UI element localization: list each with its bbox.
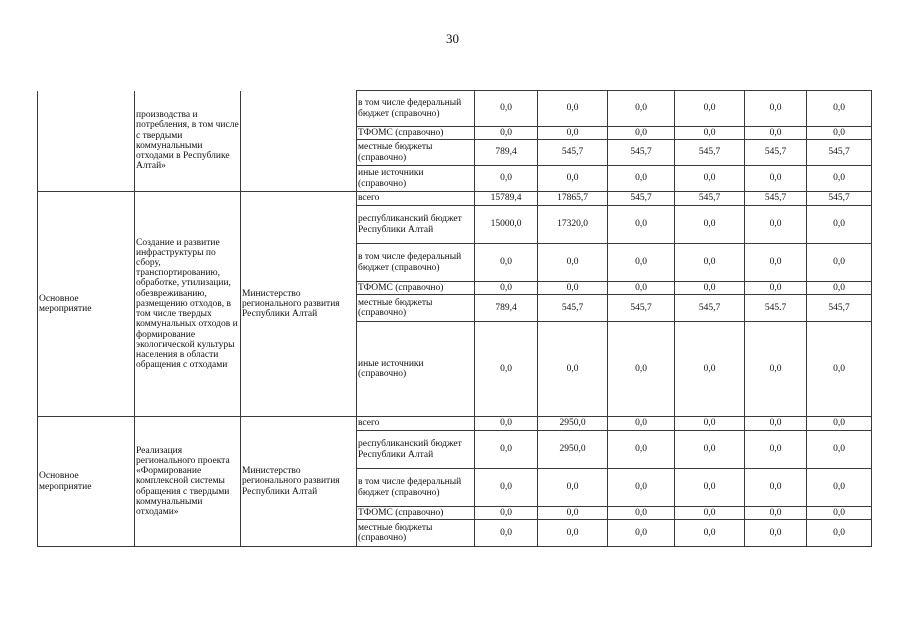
amount-cell: 0,0 bbox=[745, 507, 807, 520]
amount-cell: 545.7 bbox=[745, 295, 807, 322]
amount-cell: 0,0 bbox=[807, 244, 872, 282]
amount-cell: 0,0 bbox=[538, 166, 608, 192]
funding-source-cell: местные бюджеты (справочно) bbox=[357, 140, 475, 166]
amount-cell: 0,0 bbox=[745, 417, 807, 431]
amount-cell: 0,0 bbox=[475, 322, 538, 417]
funding-source-cell: ТФОМС (справочно) bbox=[357, 282, 475, 295]
amount-cell: 0,0 bbox=[608, 166, 675, 192]
executor-cell: Министерство регионального развития Республики Алтай bbox=[241, 417, 357, 547]
amount-cell: 0,0 bbox=[675, 282, 745, 295]
amount-cell: 545,7 bbox=[807, 140, 872, 166]
amount-cell: 545,7 bbox=[538, 140, 608, 166]
page-number: 30 bbox=[446, 31, 459, 46]
amount-cell: 17320,0 bbox=[538, 206, 608, 244]
amount-cell: 0,0 bbox=[807, 91, 872, 127]
activity-type-cell bbox=[38, 91, 135, 192]
amount-cell: 0,0 bbox=[608, 469, 675, 507]
funding-source-cell: республиканский бюджет Республики Алтай bbox=[357, 431, 475, 469]
amount-cell: 0,0 bbox=[608, 91, 675, 127]
amount-cell: 545,7 bbox=[608, 192, 675, 206]
amount-cell: 0,0 bbox=[745, 282, 807, 295]
activity-type-cell: Основное мероприятие bbox=[38, 417, 135, 547]
amount-cell: 0,0 bbox=[675, 166, 745, 192]
amount-cell: 0,0 bbox=[538, 469, 608, 507]
amount-cell: 0,0 bbox=[745, 166, 807, 192]
amount-cell: 17865,7 bbox=[538, 192, 608, 206]
amount-cell: 0,0 bbox=[675, 91, 745, 127]
amount-cell: 0,0 bbox=[675, 206, 745, 244]
amount-cell: 15000,0 bbox=[475, 206, 538, 244]
funding-source-cell: всего bbox=[357, 417, 475, 431]
amount-cell: 0,0 bbox=[807, 507, 872, 520]
amount-cell: 0,0 bbox=[675, 520, 745, 547]
amount-cell: 0,0 bbox=[807, 322, 872, 417]
funding-source-cell: республиканский бюджет Республики Алтай bbox=[357, 206, 475, 244]
amount-cell: 0,0 bbox=[538, 282, 608, 295]
funding-source-cell: иные источники (справочно) bbox=[357, 322, 475, 417]
amount-cell: 545,7 bbox=[608, 295, 675, 322]
amount-cell: 0,0 bbox=[807, 469, 872, 507]
amount-cell: 0,0 bbox=[475, 166, 538, 192]
amount-cell: 0,0 bbox=[538, 322, 608, 417]
amount-cell: 0,0 bbox=[538, 507, 608, 520]
amount-cell: 0,0 bbox=[608, 322, 675, 417]
activity-name-cell: производства и потребления, в том числе с твердыми коммунальными отходами в Республике Алтай» bbox=[135, 91, 241, 192]
amount-cell: 0,0 bbox=[608, 282, 675, 295]
funding-source-cell: ТФОМС (справочно) bbox=[357, 507, 475, 520]
amount-cell: 0,0 bbox=[538, 91, 608, 127]
amount-cell: 0,0 bbox=[608, 507, 675, 520]
amount-cell: 545,7 bbox=[538, 295, 608, 322]
executor-cell: Министерство регионального развития Республики Алтай bbox=[241, 192, 357, 417]
amount-cell: 0,0 bbox=[675, 431, 745, 469]
amount-cell: 0,0 bbox=[608, 244, 675, 282]
amount-cell: 0,0 bbox=[475, 520, 538, 547]
activity-name-cell: Реализация регионального проекта «Формирование комплексной системы обращения с твердыми коммунальными отходами» bbox=[135, 417, 241, 547]
funding-source-cell: в том числе федеральный бюджет (справочно) bbox=[357, 469, 475, 507]
budget-table bbox=[37, 90, 872, 547]
amount-cell: 0,0 bbox=[475, 431, 538, 469]
funding-source-cell: ТФОМС (справочно) bbox=[357, 127, 475, 140]
table-row bbox=[38, 192, 872, 206]
amount-cell: 545,7 bbox=[745, 140, 807, 166]
amount-cell: 0,0 bbox=[475, 282, 538, 295]
amount-cell: 0,0 bbox=[745, 469, 807, 507]
table-row bbox=[38, 417, 872, 431]
amount-cell: 0,0 bbox=[538, 520, 608, 547]
amount-cell: 545,7 bbox=[807, 295, 872, 322]
funding-source-cell: в том числе федеральный бюджет (справочно) bbox=[357, 91, 475, 127]
amount-cell: 0,0 bbox=[608, 206, 675, 244]
amount-cell: 0,0 bbox=[807, 520, 872, 547]
amount-cell: 0,0 bbox=[745, 206, 807, 244]
amount-cell: 0,0 bbox=[538, 244, 608, 282]
amount-cell: 15789,4 bbox=[475, 192, 538, 206]
amount-cell: 0,0 bbox=[807, 431, 872, 469]
amount-cell: 0,0 bbox=[608, 417, 675, 431]
amount-cell: 0,0 bbox=[475, 417, 538, 431]
amount-cell: 0,0 bbox=[675, 507, 745, 520]
amount-cell: 0,0 bbox=[608, 127, 675, 140]
amount-cell: 0,0 bbox=[745, 322, 807, 417]
amount-cell: 789,4 bbox=[475, 140, 538, 166]
amount-cell: 0,0 bbox=[538, 127, 608, 140]
amount-cell: 0,0 bbox=[807, 417, 872, 431]
amount-cell: 0,0 bbox=[475, 127, 538, 140]
amount-cell: 0,0 bbox=[475, 507, 538, 520]
amount-cell: 0,0 bbox=[745, 431, 807, 469]
amount-cell: 545,7 bbox=[745, 192, 807, 206]
amount-cell: 545,7 bbox=[608, 140, 675, 166]
amount-cell: 0,0 bbox=[475, 469, 538, 507]
amount-cell: 0,0 bbox=[745, 520, 807, 547]
amount-cell: 0,0 bbox=[675, 469, 745, 507]
funding-source-cell: местные бюджеты (справочно) bbox=[357, 520, 475, 547]
amount-cell: 0,0 bbox=[745, 244, 807, 282]
amount-cell: 0,0 bbox=[675, 244, 745, 282]
executor-cell bbox=[241, 91, 357, 192]
amount-cell: 0,0 bbox=[608, 431, 675, 469]
activity-type-cell: Основное мероприятие bbox=[38, 192, 135, 417]
amount-cell: 545,7 bbox=[807, 192, 872, 206]
amount-cell: 545,7 bbox=[675, 295, 745, 322]
amount-cell: 0,0 bbox=[608, 520, 675, 547]
amount-cell: 0,0 bbox=[807, 282, 872, 295]
amount-cell: 545,7 bbox=[675, 192, 745, 206]
funding-source-cell: иные источники (справочно) bbox=[357, 166, 475, 192]
table-row bbox=[38, 91, 872, 127]
activity-name-cell: Создание и развитие инфраструктуры по сбору, транспортированию, обработке, утилизации, обезвреживанию, размещению отходов, в том числе твердых коммунальных отходов и формирование экологической культуры населения в области обращения с отходами bbox=[135, 192, 241, 417]
amount-cell: 0,0 bbox=[807, 166, 872, 192]
amount-cell: 0,0 bbox=[475, 244, 538, 282]
funding-source-cell: местные бюджеты (справочно) bbox=[357, 295, 475, 322]
funding-source-cell: в том числе федеральный бюджет (справочно) bbox=[357, 244, 475, 282]
amount-cell: 789,4 bbox=[475, 295, 538, 322]
amount-cell: 0,0 bbox=[475, 91, 538, 127]
amount-cell: 0,0 bbox=[675, 417, 745, 431]
amount-cell: 0,0 bbox=[807, 206, 872, 244]
amount-cell: 0,0 bbox=[675, 322, 745, 417]
funding-source-cell: всего bbox=[357, 192, 475, 206]
amount-cell: 0,0 bbox=[745, 127, 807, 140]
amount-cell: 0,0 bbox=[745, 91, 807, 127]
amount-cell: 545,7 bbox=[675, 140, 745, 166]
amount-cell: 2950,0 bbox=[538, 431, 608, 469]
amount-cell: 0,0 bbox=[807, 127, 872, 140]
amount-cell: 0,0 bbox=[675, 127, 745, 140]
table-body bbox=[38, 91, 872, 547]
amount-cell: 2950,0 bbox=[538, 417, 608, 431]
